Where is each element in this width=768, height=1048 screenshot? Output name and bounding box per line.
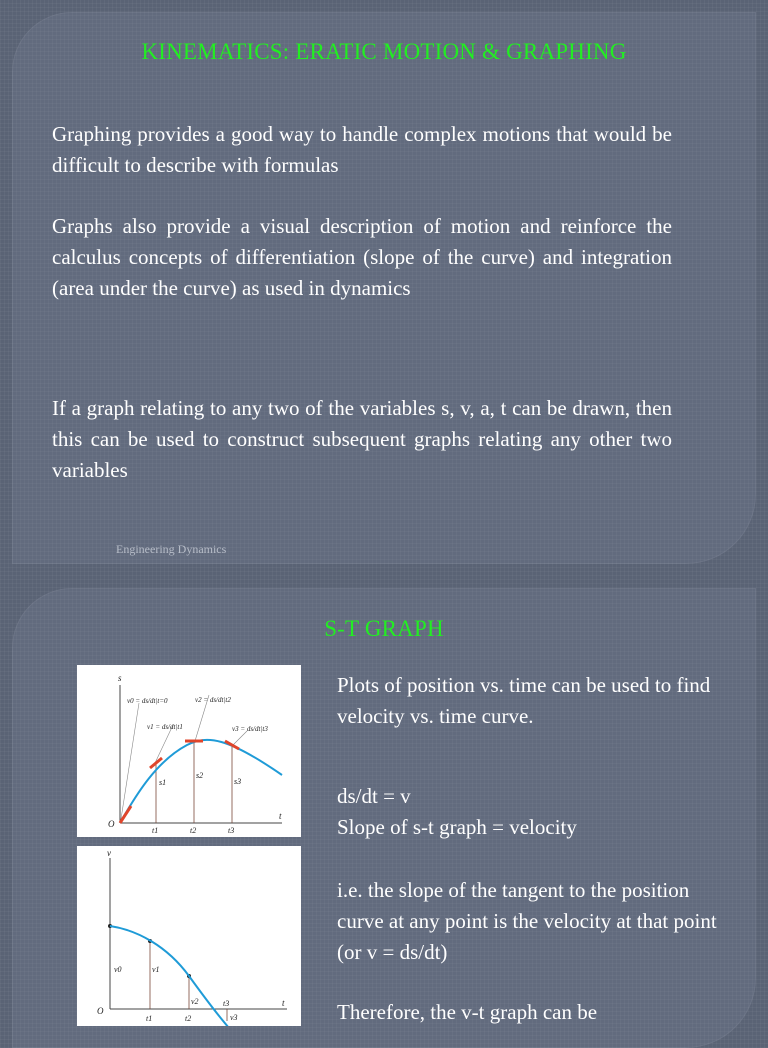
paragraph-variables: If a graph relating to any two of the variables s, v, a, t can be drawn, then this can be used to construct subsequent graphs relating any other two variables: [52, 396, 672, 482]
label-t2: t2: [185, 1014, 192, 1023]
label-v2: v2 = ds/dt|t2: [195, 696, 231, 704]
label-s3: s3: [234, 777, 242, 786]
label-v1: v1: [152, 965, 160, 974]
paragraph-visual: Graphs also provide a visual description of motion and reinforce the calculus concepts of differentiation (slope of the curve) and integration (area under the curve) as used in dynamics: [52, 214, 672, 300]
slide-2: [12, 588, 756, 1048]
position-curve: [120, 740, 282, 823]
axis-label-v: v: [107, 848, 111, 858]
text-therefore: Therefore, the v-t graph can be: [337, 1000, 598, 1024]
text-derivative: [337, 781, 717, 843]
label-t1: t1: [152, 826, 159, 835]
text-tangent: i.e. the slope of the tangent to the position curve at any point is the velocity at that point (or v = ds/dt): [337, 878, 717, 964]
label-v1: v1 = ds/dt|t1: [147, 723, 183, 731]
label-v0: v0 = ds/dt|t=0: [127, 697, 168, 705]
axis-label-t: t: [279, 811, 282, 821]
footer-text: Engineering Dynamics: [116, 542, 227, 556]
velocity-curve: [110, 926, 229, 1026]
slide-title: KINEMATICS: ERATIC MOTION & GRAPHING: [141, 39, 627, 64]
origin-label: O: [97, 1006, 104, 1016]
label-v3: v3: [230, 1013, 238, 1022]
label-t3: t3: [223, 999, 230, 1008]
slide-1: [12, 12, 756, 564]
label-t2: t2: [190, 826, 197, 835]
axis-label-t: t: [282, 998, 285, 1008]
st-graph: [77, 665, 301, 837]
label-s1: s1: [159, 778, 167, 787]
text-slope: Slope of s-t graph = velocity: [337, 815, 577, 839]
origin-label: O: [108, 819, 115, 829]
vt-graph-figure: [77, 846, 301, 1026]
text-ds-dt: ds/dt = v: [337, 784, 411, 808]
st-graph-figure: [77, 665, 301, 837]
label-v2: v2: [191, 997, 199, 1006]
label-s2: s2: [196, 771, 204, 780]
slide-title: S-T GRAPH: [324, 616, 444, 641]
vt-graph: [77, 846, 301, 1026]
label-v0: v0: [114, 965, 122, 974]
label-t1: t1: [146, 1014, 153, 1023]
axis-label-s: s: [118, 673, 122, 683]
label-t3: t3: [228, 826, 235, 835]
text-plots: Plots of position vs. time can be used to find velocity vs. time curve.: [337, 673, 711, 728]
paragraph-graphing: Graphing provides a good way to handle complex motions that would be difficult to describe with formulas: [52, 122, 672, 177]
label-v3: v3 = ds/dt|t3: [232, 725, 268, 733]
